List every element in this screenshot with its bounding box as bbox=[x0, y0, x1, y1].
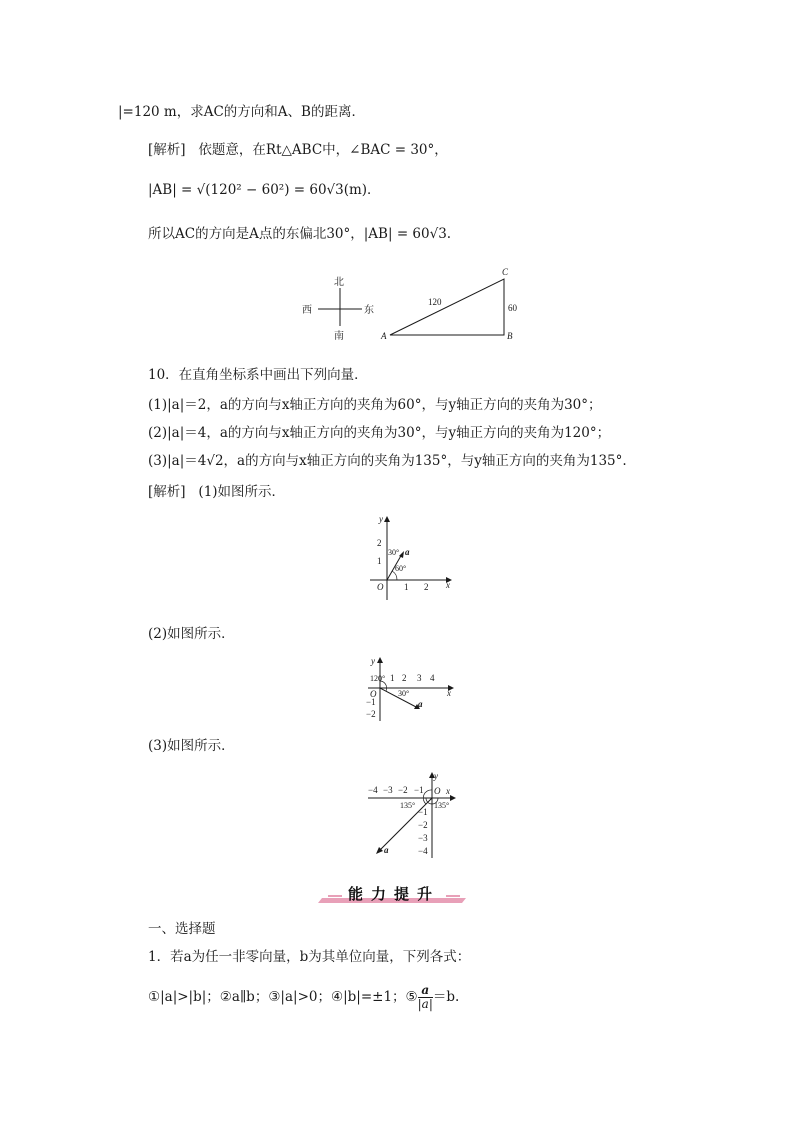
problem9-question-tail bbox=[118, 103, 365, 121]
graph3-tick-xn3: −3 bbox=[383, 785, 393, 795]
problem10-item1-text: (1)|a|＝2，a的方向与x轴正方向的夹角为60°，与y轴正方向的夹角为30°； bbox=[148, 397, 602, 413]
triangle-label-b: B bbox=[507, 331, 513, 341]
graph1-tick-y2: 2 bbox=[377, 538, 382, 548]
graph2-tick-x4: 4 bbox=[430, 673, 435, 683]
problem10-answer3 bbox=[148, 737, 235, 755]
jiexi-label: [解析] bbox=[148, 142, 186, 158]
graph1-tick-x1: 1 bbox=[404, 582, 409, 592]
graph2-angle-y: 120° bbox=[370, 674, 386, 683]
problem10-item2-text: (2)|a|＝4，a的方向与x轴正方向的夹角为30°，与y轴正方向的夹角为120°； bbox=[148, 425, 611, 441]
graph1-y-label: y bbox=[379, 514, 383, 524]
graph1-origin: O bbox=[377, 582, 384, 592]
problem9-jiexi-line1 bbox=[148, 141, 448, 159]
graph2-tick-x3: 3 bbox=[417, 673, 422, 683]
triangle-label-c: C bbox=[502, 267, 509, 277]
question1-stem bbox=[148, 948, 470, 966]
graph3-angle-right: 135° bbox=[434, 801, 450, 810]
triangle-abc bbox=[390, 279, 504, 335]
jiexi-label-2: [解析] bbox=[148, 484, 186, 500]
problem10-item3 bbox=[148, 452, 627, 470]
graph2-y-label: y bbox=[371, 656, 375, 666]
graph2-tick-x1: 1 bbox=[390, 673, 395, 683]
graph1-x-label: x bbox=[446, 580, 450, 590]
fraction-denominator: |a| bbox=[417, 997, 433, 1011]
option5-fraction bbox=[418, 984, 433, 1011]
graph3-vector-label: a bbox=[384, 845, 389, 855]
triangle-figure bbox=[378, 265, 528, 345]
graph2-origin: O bbox=[370, 689, 377, 699]
section-heading-text: 一、选择题 bbox=[148, 921, 216, 937]
answer3-text: (3)如图所示． bbox=[148, 738, 235, 754]
graph3-tick-yn3: −3 bbox=[418, 833, 428, 843]
problem10-stem bbox=[148, 366, 368, 384]
section-heading bbox=[148, 920, 216, 938]
question-tail-text: |=120 m，求AC的方向和A、B的距离． bbox=[118, 104, 365, 120]
fraction-numerator: a bbox=[418, 984, 433, 998]
answer2-text: (2)如图所示． bbox=[148, 626, 235, 642]
graph1-figure bbox=[360, 512, 460, 602]
ability-banner bbox=[318, 880, 470, 906]
graph3-tick-yn2: −2 bbox=[418, 820, 428, 830]
graph2-figure bbox=[362, 655, 462, 725]
graph3-x-arrow bbox=[450, 795, 456, 801]
jiexi-line3-text: 所以AC的方向是A点的东偏北30°，|AB| = 60√3. bbox=[148, 226, 452, 242]
problem10-answer2 bbox=[148, 625, 235, 643]
graph2-tick-yn1: −1 bbox=[366, 697, 376, 707]
graph3-tick-xn1: −1 bbox=[414, 785, 424, 795]
question1-stem-text: 1．若a为任一非零向量，b为其单位向量，下列各式： bbox=[148, 949, 471, 965]
graph1-angle-y: 30° bbox=[388, 548, 400, 557]
banner-title: 能力提升 bbox=[347, 885, 440, 903]
graph3-x-label: x bbox=[446, 786, 450, 796]
graph3-figure bbox=[364, 770, 464, 860]
graph2-tick-x2: 2 bbox=[402, 673, 407, 683]
triangle-hyp-length: 120 bbox=[428, 297, 442, 307]
jiexi-line2-text: |AB| = √(120² − 60²) = 60√3(m)． bbox=[148, 182, 381, 198]
graph3-origin: O bbox=[434, 786, 441, 796]
graph1-angle-x: 60° bbox=[395, 564, 407, 573]
graph3-angle-left: 135° bbox=[400, 801, 416, 810]
problem10-item1 bbox=[148, 396, 602, 414]
triangle-side-length: 60 bbox=[508, 303, 517, 313]
problem10-stem-text: 10．在直角坐标系中画出下列向量． bbox=[148, 367, 368, 383]
graph2-tick-yn2: −2 bbox=[366, 709, 376, 719]
triangle-label-a: A bbox=[381, 331, 387, 341]
question1-options bbox=[148, 984, 459, 1011]
graph1-y-arrow bbox=[384, 516, 390, 522]
problem9-jiexi-line3 bbox=[148, 225, 451, 243]
problem10-jiexi bbox=[148, 483, 285, 501]
graph3-tick-yn4: −4 bbox=[418, 846, 428, 856]
graph1-tick-x2: 2 bbox=[424, 582, 429, 592]
problem10-item3-text: (3)|a|＝4√2，a的方向与x轴正方向的夹角为135°，与y轴正方向的夹角为135°. bbox=[148, 453, 627, 469]
graph3-tick-xn4: −4 bbox=[368, 785, 378, 795]
options-text: ①|a|>|b|；②a∥b；③|a|>0；④|b|=±1；⑤ bbox=[148, 989, 418, 1005]
answer1-text: (1)如图所示． bbox=[198, 484, 286, 500]
graph2-y-arrow bbox=[377, 657, 383, 663]
problem10-item2 bbox=[148, 424, 610, 442]
problem9-jiexi-line2 bbox=[148, 181, 381, 199]
graph1-tick-y1: 1 bbox=[377, 556, 382, 566]
graph3-tick-xn2: −2 bbox=[398, 785, 408, 795]
compass-west: 西 bbox=[302, 305, 312, 316]
graph2-x-label: x bbox=[447, 688, 451, 698]
jiexi-line1-text: 依题意，在Rt△ABC中，∠BAC = 30°， bbox=[198, 142, 448, 158]
compass-east: 东 bbox=[364, 305, 374, 316]
compass-figure bbox=[300, 272, 380, 344]
graph3-tick-yn1: −1 bbox=[418, 807, 428, 817]
graph2-angle-x: 30° bbox=[398, 689, 410, 698]
graph1-vector-label: a bbox=[405, 547, 410, 557]
options-end-text: ＝b. bbox=[432, 989, 460, 1005]
compass-south: 南 bbox=[334, 331, 344, 342]
graph2-vector-label: a bbox=[418, 699, 423, 709]
compass-north: 北 bbox=[334, 277, 344, 288]
graph3-y-label: y bbox=[434, 771, 438, 781]
